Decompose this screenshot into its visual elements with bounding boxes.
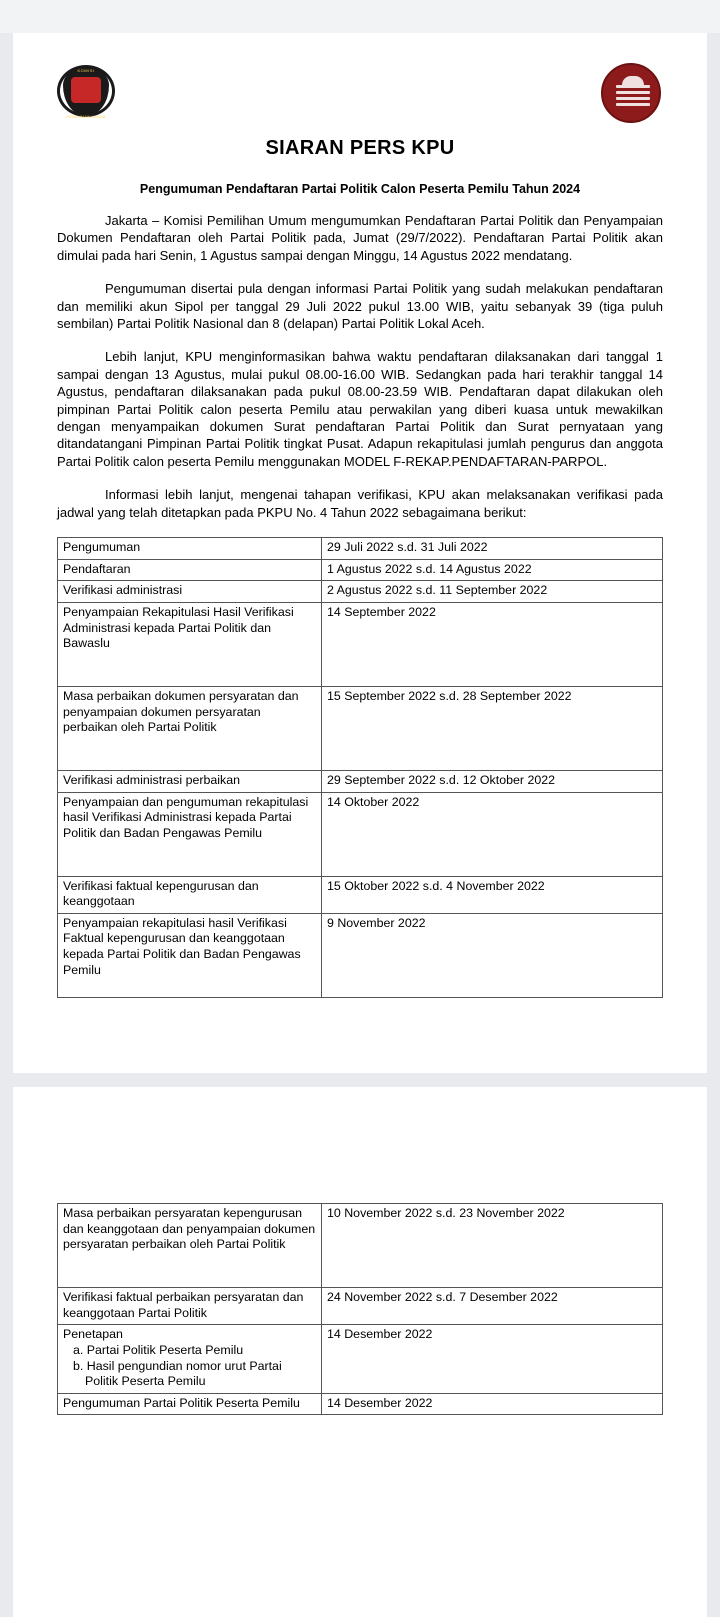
page-subtitle: Pengumuman Pendaftaran Partai Politik Calon Peserta Pemilu Tahun 2024 — [139, 182, 581, 196]
date-cell: 24 November 2022 s.d. 7 Desember 2022 — [322, 1288, 663, 1325]
table-row — [58, 1393, 663, 1415]
activity-sub-list — [63, 1343, 316, 1390]
date-cell: 14 Oktober 2022 — [322, 792, 663, 876]
date-cell: 14 Desember 2022 — [322, 1325, 663, 1394]
table-row — [58, 792, 663, 876]
top-spacer — [0, 0, 720, 33]
activity-cell: Pengumuman — [58, 538, 322, 560]
date-cell: 2 Agustus 2022 s.d. 11 September 2022 — [322, 581, 663, 603]
date-cell: 15 Oktober 2022 s.d. 4 November 2022 — [322, 876, 663, 913]
activity-title: Penetapan — [63, 1327, 123, 1342]
date-cell: 9 November 2022 — [322, 913, 663, 997]
table-row — [58, 876, 663, 913]
paragraph-1: Jakarta – Komisi Pemilihan Umum mengumumkan Pendaftaran Partai Politik dan Penyampaian Dokumen Pendaftaran oleh Partai Politik pada, Jumat (29/7/2022). Pendaftaran Partai Politik akan dimulai pada hari Senin, 1 Agustus sampai dengan Minggu, 14 Agustus 2022 mendatang. — [57, 213, 663, 263]
activity-cell: Verifikasi administrasi — [58, 581, 322, 603]
table-row — [58, 686, 663, 770]
document-page-1 — [13, 33, 707, 1073]
schedule-table-page-2 — [57, 1203, 663, 1415]
date-cell: 10 November 2022 s.d. 23 November 2022 — [322, 1204, 663, 1288]
date-cell: 29 Juli 2022 s.d. 31 Juli 2022 — [322, 538, 663, 560]
page-separator — [0, 1073, 720, 1087]
schedule-table-page-1 — [57, 537, 663, 998]
activity-cell: Penyampaian Rekapitulasi Hasil Verifikasi Administrasi kepada Partai Politik dan Bawaslu — [58, 602, 322, 686]
activity-cell: Verifikasi administrasi perbaikan — [58, 770, 322, 792]
activity-cell — [58, 1325, 322, 1394]
table-row — [58, 1325, 663, 1394]
emblem-top-text: KOMISI — [77, 68, 95, 73]
activity-cell: Verifikasi faktual kepengurusan dan keanggotaan — [58, 876, 322, 913]
kpu-seal-icon — [601, 63, 663, 125]
table-row — [58, 602, 663, 686]
document-header — [57, 63, 663, 135]
paragraph-4: Informasi lebih lanjut, mengenai tahapan verifikasi, KPU akan melaksanakan verifikasi pada jadwal yang telah ditetapkan pada PKPU No. 4 Tahun 2022 sebagaimana berikut: — [57, 487, 663, 520]
date-cell: 14 Desember 2022 — [322, 1393, 663, 1415]
date-cell: 14 September 2022 — [322, 602, 663, 686]
table-row — [58, 538, 663, 560]
emblem-bottom-text: PEMILIHAN UMUM — [66, 114, 106, 119]
table-row — [58, 770, 663, 792]
table-row — [58, 1204, 663, 1288]
date-cell: 29 September 2022 s.d. 12 Oktober 2022 — [322, 770, 663, 792]
table-row — [58, 559, 663, 581]
activity-cell: Penyampaian rekapitulasi hasil Verifikasi Faktual kepengurusan dan keanggotaan kepada Partai Politik dan Badan Pengawas Pemilu — [58, 913, 322, 997]
table-row — [58, 581, 663, 603]
table-row — [58, 1288, 663, 1325]
paragraph-2: Pengumuman disertai pula dengan informasi Partai Politik yang sudah melakukan pendaftaran dan memiliki akun Sipol per tanggal 29 Juli 2022 pukul 13.00 WIB, yaitu sebanyak 39 (tiga puluh sembilan) Partai Politik Nasional dan 8 (delapan) Partai Politik Lokal Aceh. — [57, 281, 663, 332]
page-title: SIARAN PERS KPU — [265, 137, 455, 159]
date-cell: 15 September 2022 s.d. 28 September 2022 — [322, 686, 663, 770]
document-page-2 — [13, 1087, 707, 1537]
table-row — [58, 913, 663, 997]
activity-cell: Pengumuman Partai Politik Peserta Pemilu — [58, 1393, 322, 1415]
date-cell: 1 Agustus 2022 s.d. 14 Agustus 2022 — [322, 559, 663, 581]
activity-cell: Masa perbaikan persyaratan kepengurusan dan keanggotaan dan penyampaian dokumen persyaratan perbaikan oleh Partai Politik — [58, 1204, 322, 1288]
activity-cell: Verifikasi faktual perbaikan persyaratan dan keanggotaan Partai Politik — [58, 1288, 322, 1325]
list-item: b. Hasil pengundian nomor urut Partai Politik Peserta Pemilu — [73, 1358, 282, 1389]
activity-cell: Pendaftaran — [58, 559, 322, 581]
paragraph-3: Lebih lanjut, KPU menginformasikan bahwa waktu pendaftaran dilaksanakan dari tanggal 1 sampai dengan 13 Agustus, mulai pukul 08.00-16.00 WIB. Sedangkan pada hari terakhir tanggal 14 Agustus, pendaftaran dilaksanakan pada pukul 08.00-23.59 WIB. Pendaftaran dapat dilakukan oleh pimpinan Partai Politik calon peserta Pemilu atau perwakilan yang diberi kuasa untuk mewakilkan dengan menyampaikan dokumen Surat pendaftaran Partai Politik dan Surat pernyataan yang ditandatangani Pimpinan Partai Politik tingkat Pusat. Adapun rekapitulasi jumlah pengurus dan anggota Partai Politik calon peserta Pemilu menggunakan MODEL F-REKAP.PENDAFTARAN-PARPOL. — [57, 349, 663, 469]
garuda-kpu-emblem-icon — [57, 63, 117, 125]
activity-cell: Masa perbaikan dokumen persyaratan dan penyampaian dokumen persyaratan perbaikan oleh Partai Politik — [58, 686, 322, 770]
list-item: a. Partai Politik Peserta Pemilu — [73, 1342, 244, 1357]
page-bottom-fill — [13, 1537, 707, 1617]
activity-cell: Penyampaian dan pengumuman rekapitulasi hasil Verifikasi Administrasi kepada Partai Politik dan Badan Pengawas Pemilu — [58, 792, 322, 876]
